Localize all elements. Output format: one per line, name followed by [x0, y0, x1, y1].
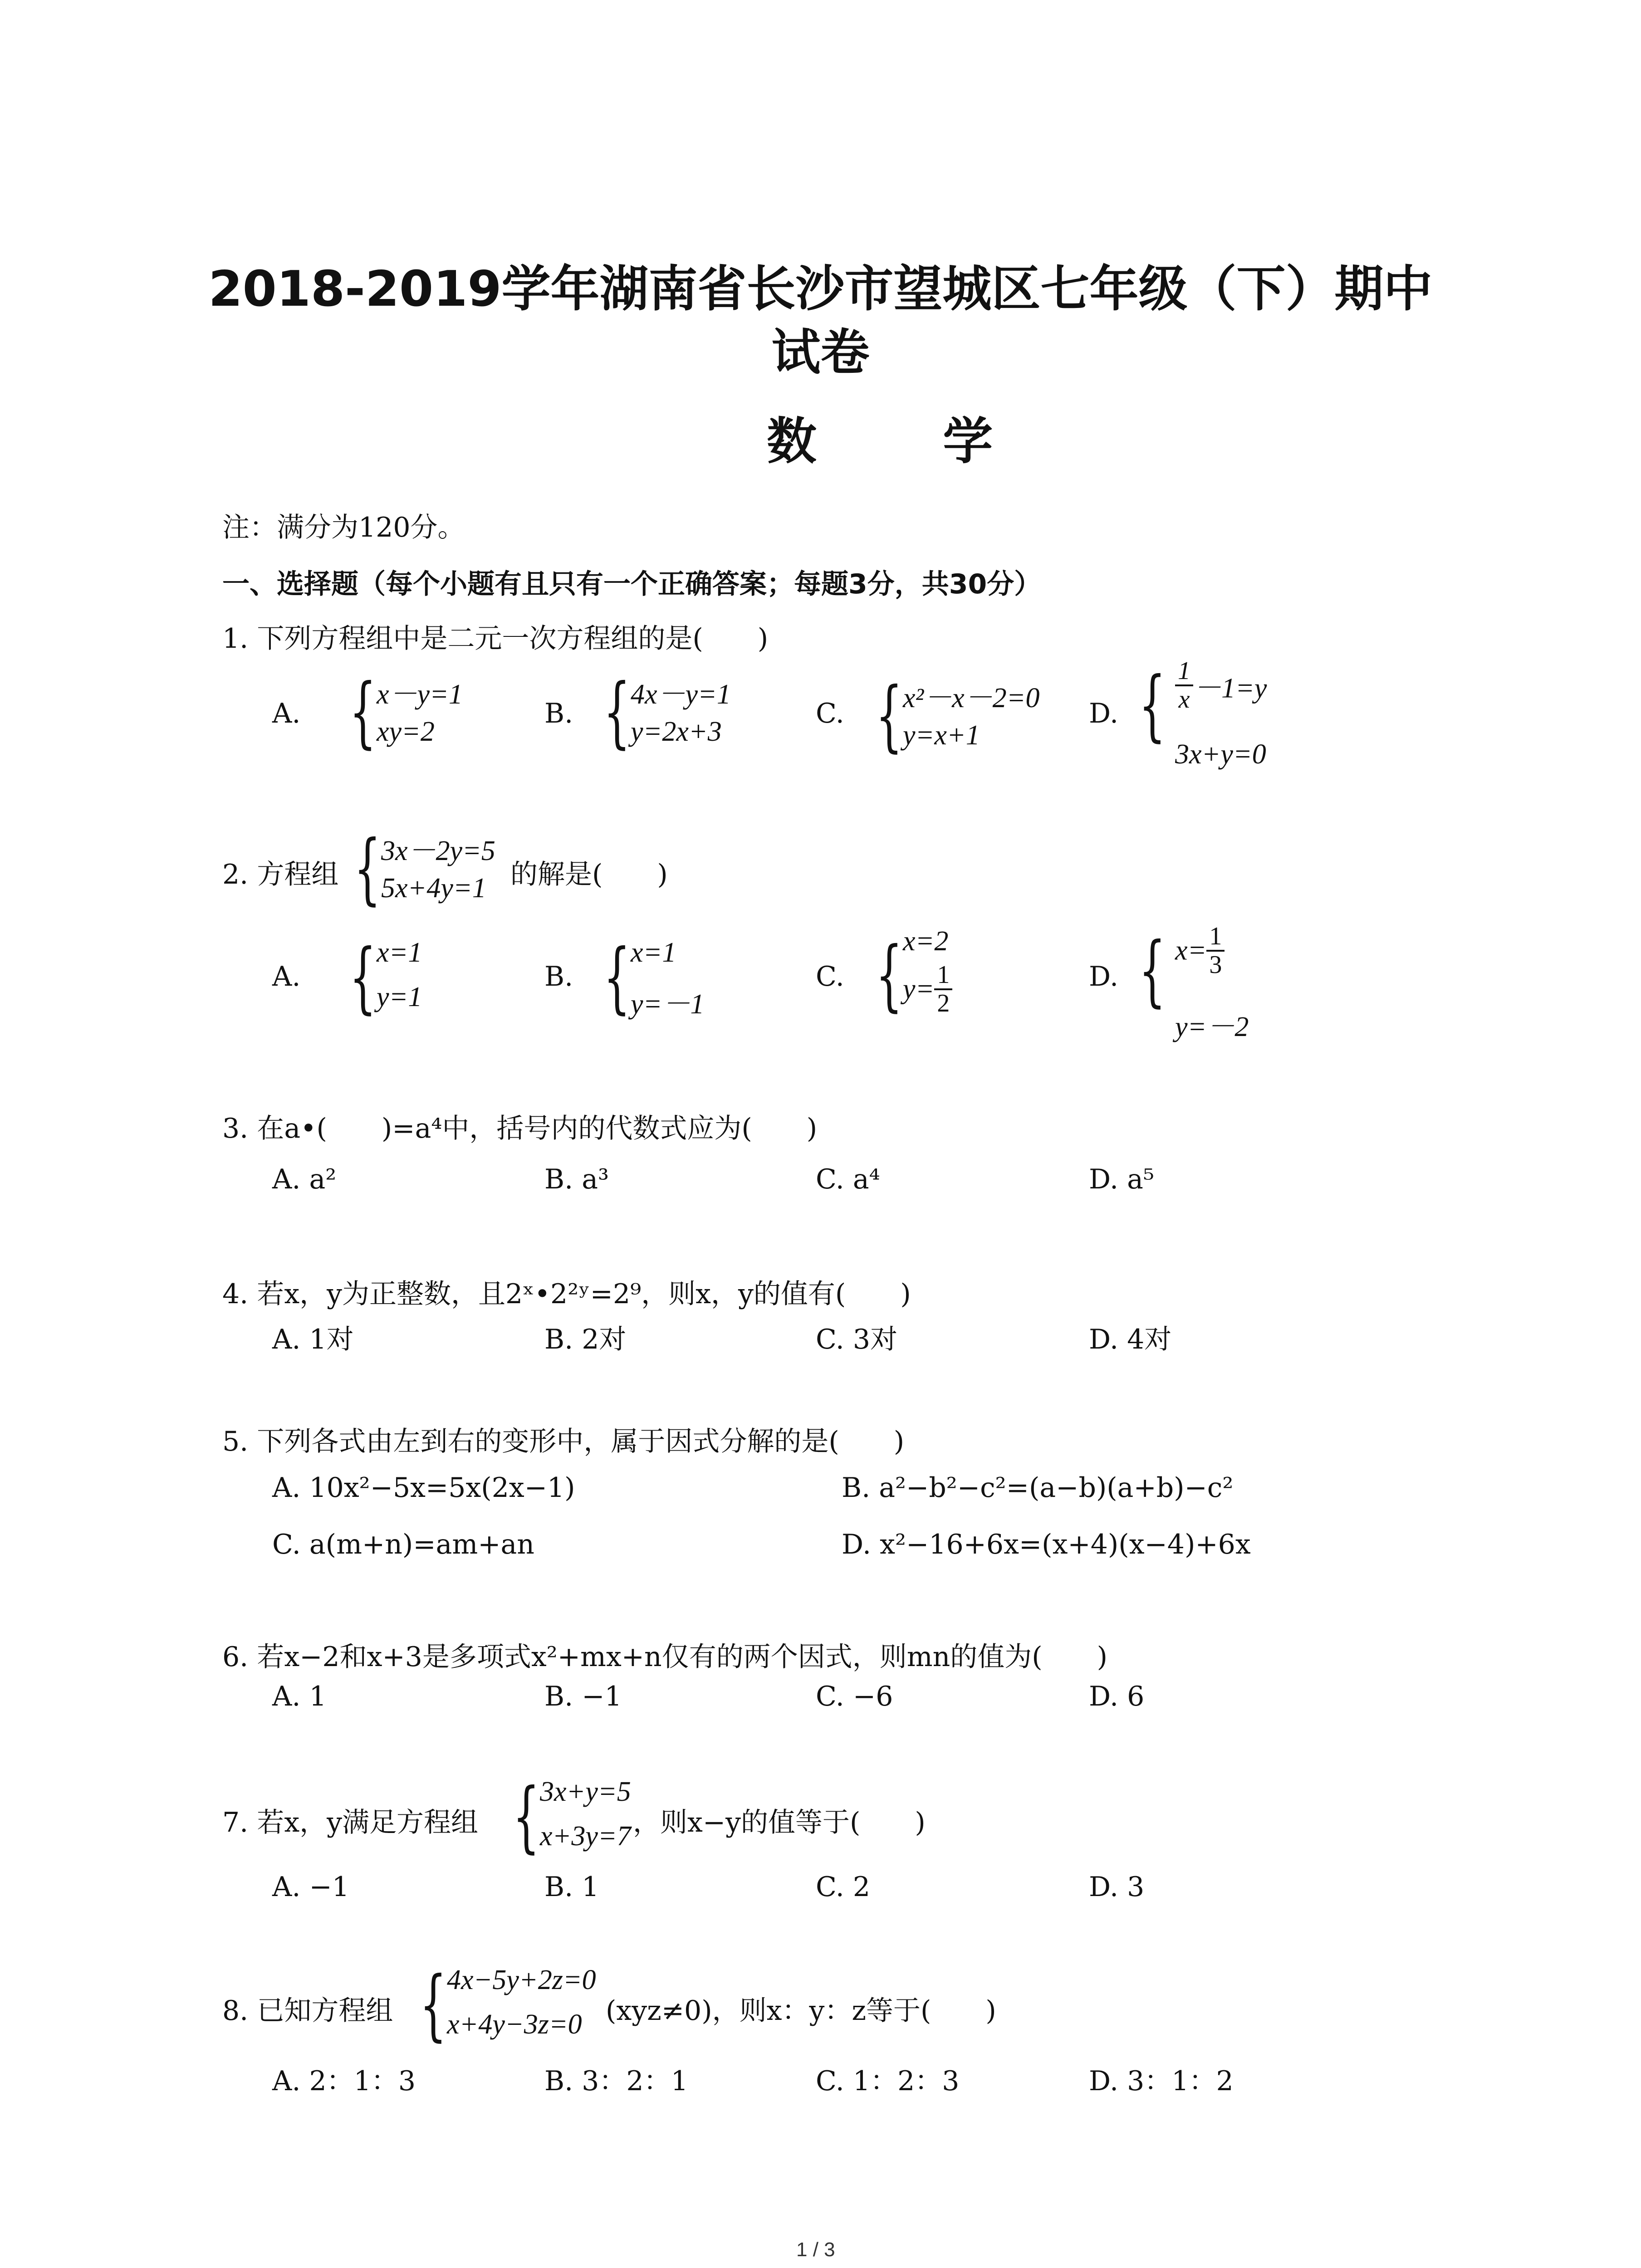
q2-option-b-label: B.: [544, 961, 573, 992]
question-8-prefix: 8. 已知方程组: [222, 1995, 393, 2027]
question-8-suffix: (xyz≠0)，则x：y：z等于( ): [606, 1995, 996, 2027]
q2-option-b-system: { x=1 y=－1: [603, 933, 705, 1022]
q5-option-b: B. a²−b²−c²=(a−b)(a+b)−c²: [842, 1472, 1234, 1504]
question-7-prefix: 7. 若x，y满足方程组: [222, 1807, 479, 1838]
q3-option-b: B. a³: [544, 1163, 609, 1195]
exam-title-line2: 试卷: [771, 324, 870, 381]
q6-option-b: B. −1: [544, 1681, 622, 1712]
question-2-prefix: 2. 方程组: [222, 859, 339, 890]
question-6-stem: 6. 若x−2和x+3是多项式x²+mx+n仅有的两个因式，则mn的值为( ): [222, 1641, 1108, 1673]
brace-icon: {: [603, 667, 631, 757]
brace-icon: {: [349, 667, 377, 757]
section-title: 一、选择题（每个小题有且只有一个正确答案；每题3分，共30分）: [222, 568, 1042, 600]
q4-option-a: A. 1对: [272, 1324, 354, 1355]
brace-icon: {: [513, 1772, 540, 1862]
q3-option-c: C. a⁴: [816, 1163, 880, 1195]
q1-option-b-label: B.: [544, 698, 573, 729]
q3-option-d: D. a⁵: [1089, 1163, 1154, 1195]
brace-icon: {: [354, 824, 381, 914]
subject-heading: 数 学: [767, 412, 1048, 470]
q3-option-a: A. a²: [272, 1163, 337, 1195]
q2-option-a-system: { x=1 y=1: [349, 933, 422, 1022]
q1-option-a-system: { x－y=1 xy=2: [349, 667, 463, 757]
brace-icon: {: [1139, 660, 1166, 750]
q1-option-a-label: A.: [272, 698, 301, 729]
q2-option-a-label: A.: [272, 961, 301, 992]
brace-icon: {: [876, 671, 903, 761]
q2-option-c-system: { x=2 y= $\frac{1}{2}$: [876, 925, 1021, 1043]
question-1-stem: 1. 下列方程组中是二元一次方程组的是( ): [222, 623, 769, 655]
brace-icon: {: [349, 933, 377, 1022]
q1-option-b-system: { 4x－y=1 y=2x+3: [603, 667, 731, 757]
brace-icon: {: [876, 930, 903, 1020]
q6-option-a: A. 1: [272, 1681, 327, 1712]
score-note: 注：满分为120分。: [222, 512, 465, 543]
question-7-suffix: ，则x−y的值等于( ): [633, 1807, 926, 1838]
q1-option-d-system: { $\frac{1}{x}$ －1=y 3x+y=0: [1139, 657, 1267, 770]
brace-icon: {: [603, 933, 631, 1022]
q4-option-c: C. 3对: [816, 1324, 898, 1355]
q6-option-d: D. 6: [1089, 1681, 1145, 1712]
q2-option-c-label: C.: [816, 961, 844, 992]
q8-option-c: C. 1：2：3: [816, 2065, 960, 2097]
exam-title-line1: 2018-2019学年湖南省长沙市望城区七年级（下）期中: [208, 261, 1433, 318]
q4-option-b: B. 2对: [544, 1324, 627, 1355]
q8-option-b: B. 3：2：1: [544, 2065, 688, 2097]
q8-option-a: A. 2：1：3: [272, 2065, 416, 2097]
question-3-stem: 3. 在a•( )=a⁴中，括号内的代数式应为( ): [222, 1113, 818, 1144]
q1-option-c-label: C.: [816, 698, 844, 729]
question-4-stem: 4. 若x，y为正整数，且2ˣ•2²ʸ=2⁹，则x，y的值有( ): [222, 1278, 911, 1310]
q7-option-c: C. 2: [816, 1871, 871, 1903]
q7-option-b: B. 1: [544, 1871, 599, 1903]
q4-option-d: D. 4对: [1089, 1324, 1172, 1355]
page-number: 1 / 3: [796, 2239, 835, 2261]
q7-option-d: D. 3: [1089, 1871, 1145, 1903]
q7-option-a: A. −1: [272, 1871, 349, 1903]
q5-option-a: A. 10x²−5x=5x(2x−1): [272, 1472, 575, 1504]
question-2-system: { 3x－2y=5 5x+4y=1: [354, 824, 495, 914]
q8-option-d: D. 3：1：2: [1089, 2065, 1234, 2097]
brace-icon: {: [1139, 926, 1166, 1016]
q6-option-c: C. −6: [816, 1681, 893, 1712]
question-2-suffix: 的解是( ): [510, 859, 668, 890]
q5-option-c: C. a(m+n)=am+an: [272, 1529, 534, 1560]
question-8-system: { 4x−5y+2z=0 x+4y−3z=0: [420, 1960, 596, 2050]
question-7-system: { 3x+y=5 x+3y=7: [513, 1772, 631, 1862]
q1-option-c-system: { x²－x－2=0 y=x+1: [876, 671, 1040, 761]
q2-option-d-system: { x= $\frac{1}{3}$ y=－2: [1139, 922, 1249, 1042]
q1-option-d-label: D.: [1089, 698, 1119, 729]
brace-icon: {: [420, 1960, 447, 2050]
q2-option-d-label: D.: [1089, 961, 1119, 992]
q5-option-d: D. x²−16+6x=(x+4)(x−4)+6x: [842, 1529, 1251, 1560]
question-5-stem: 5. 下列各式由左到右的变形中，属于因式分解的是( ): [222, 1426, 905, 1457]
